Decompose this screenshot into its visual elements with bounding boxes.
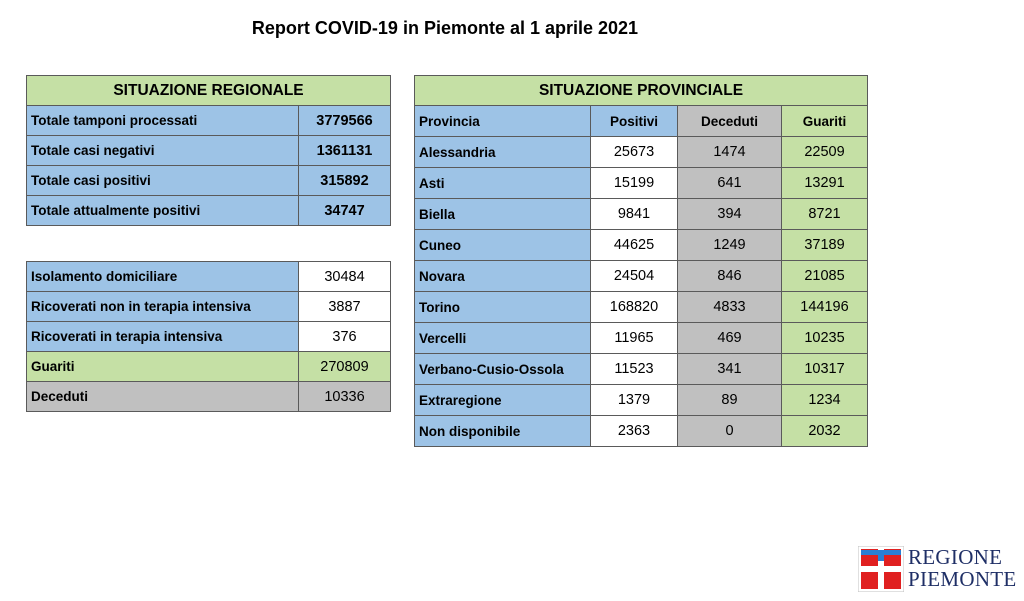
regional-summary-table: [26, 75, 391, 226]
page-title: Report COVID-19 in Piemonte al 1 aprile 2021: [251, 18, 639, 38]
guariti-cell: 2032: [782, 416, 868, 447]
guariti-cell: 10235: [782, 323, 868, 354]
logo-line-2: PIEMONTE: [908, 567, 1017, 591]
deceduti-cell: 1474: [678, 137, 782, 168]
regional-value: 30484: [299, 262, 391, 292]
deceduti-cell: 1249: [678, 230, 782, 261]
provincial-table: [414, 75, 868, 447]
provincia-cell: Extraregione: [415, 385, 591, 416]
table-row: [415, 168, 868, 199]
logo-wordmark: [908, 546, 1017, 590]
positivi-cell: 25673: [591, 137, 678, 168]
deceduti-cell: 846: [678, 261, 782, 292]
regional-value: 10336: [299, 382, 391, 412]
deceduti-cell: 394: [678, 199, 782, 230]
regional-header: SITUAZIONE REGIONALE: [27, 76, 391, 106]
deceduti-cell: 4833: [678, 292, 782, 323]
table-row: [27, 262, 391, 292]
regional-label: Deceduti: [27, 382, 299, 412]
provincia-cell: Biella: [415, 199, 591, 230]
regional-label: Isolamento domiciliare: [27, 262, 299, 292]
table-row: [27, 322, 391, 352]
regione-piemonte-logo: [858, 546, 1018, 594]
guariti-cell: 22509: [782, 137, 868, 168]
provincia-cell: Vercelli: [415, 323, 591, 354]
positivi-cell: 15199: [591, 168, 678, 199]
positivi-cell: 9841: [591, 199, 678, 230]
guariti-cell: 1234: [782, 385, 868, 416]
table-row: [415, 416, 868, 447]
table-row: [27, 196, 391, 226]
positivi-cell: 1379: [591, 385, 678, 416]
provincia-cell: Asti: [415, 168, 591, 199]
provincial-header: SITUAZIONE PROVINCIALE: [415, 76, 868, 106]
table-row: [27, 136, 391, 166]
table-row: [27, 382, 391, 412]
positivi-cell: 168820: [591, 292, 678, 323]
deceduti-cell: 89: [678, 385, 782, 416]
regional-value: 3887: [299, 292, 391, 322]
regional-label: Totale casi negativi: [27, 136, 299, 166]
column-header-positivi: Positivi: [591, 106, 678, 137]
guariti-cell: 13291: [782, 168, 868, 199]
regional-value: 1361131: [299, 136, 391, 166]
regional-value: 3779566: [299, 106, 391, 136]
regional-detail-table: [26, 261, 391, 412]
provincia-cell: Verbano-Cusio-Ossola: [415, 354, 591, 385]
deceduti-cell: 641: [678, 168, 782, 199]
table-row: [415, 261, 868, 292]
table-row: [415, 137, 868, 168]
table-row: [415, 292, 868, 323]
positivi-cell: 44625: [591, 230, 678, 261]
regione-piemonte-emblem-icon: [858, 546, 904, 592]
guariti-cell: 21085: [782, 261, 868, 292]
deceduti-cell: 341: [678, 354, 782, 385]
regional-label: Totale tamponi processati: [27, 106, 299, 136]
regional-label: Guariti: [27, 352, 299, 382]
regional-label: Totale attualmente positivi: [27, 196, 299, 226]
positivi-cell: 24504: [591, 261, 678, 292]
provincia-cell: Novara: [415, 261, 591, 292]
regional-label: Ricoverati in terapia intensiva: [27, 322, 299, 352]
column-header-guariti: Guariti: [782, 106, 868, 137]
table-row: [27, 292, 391, 322]
regional-value: 34747: [299, 196, 391, 226]
logo-line-1: REGIONE: [908, 545, 1003, 569]
guariti-cell: 8721: [782, 199, 868, 230]
regional-value: 376: [299, 322, 391, 352]
positivi-cell: 11965: [591, 323, 678, 354]
provincia-cell: Alessandria: [415, 137, 591, 168]
table-row: [415, 199, 868, 230]
regional-value: 270809: [299, 352, 391, 382]
table-row: [415, 230, 868, 261]
column-header-deceduti: Deceduti: [678, 106, 782, 137]
regional-label: Totale casi positivi: [27, 166, 299, 196]
guariti-cell: 10317: [782, 354, 868, 385]
column-header-provincia: Provincia: [415, 106, 591, 137]
table-row: [27, 166, 391, 196]
deceduti-cell: 0: [678, 416, 782, 447]
table-row: [27, 352, 391, 382]
table-row: [415, 354, 868, 385]
table-header-row: [415, 106, 868, 137]
regional-value: 315892: [299, 166, 391, 196]
deceduti-cell: 469: [678, 323, 782, 354]
table-row: [415, 385, 868, 416]
positivi-cell: 2363: [591, 416, 678, 447]
guariti-cell: 144196: [782, 292, 868, 323]
provincia-cell: Torino: [415, 292, 591, 323]
table-row: [415, 323, 868, 354]
guariti-cell: 37189: [782, 230, 868, 261]
regional-label: Ricoverati non in terapia intensiva: [27, 292, 299, 322]
provincia-cell: Cuneo: [415, 230, 591, 261]
table-row: [27, 106, 391, 136]
positivi-cell: 11523: [591, 354, 678, 385]
provincia-cell: Non disponibile: [415, 416, 591, 447]
